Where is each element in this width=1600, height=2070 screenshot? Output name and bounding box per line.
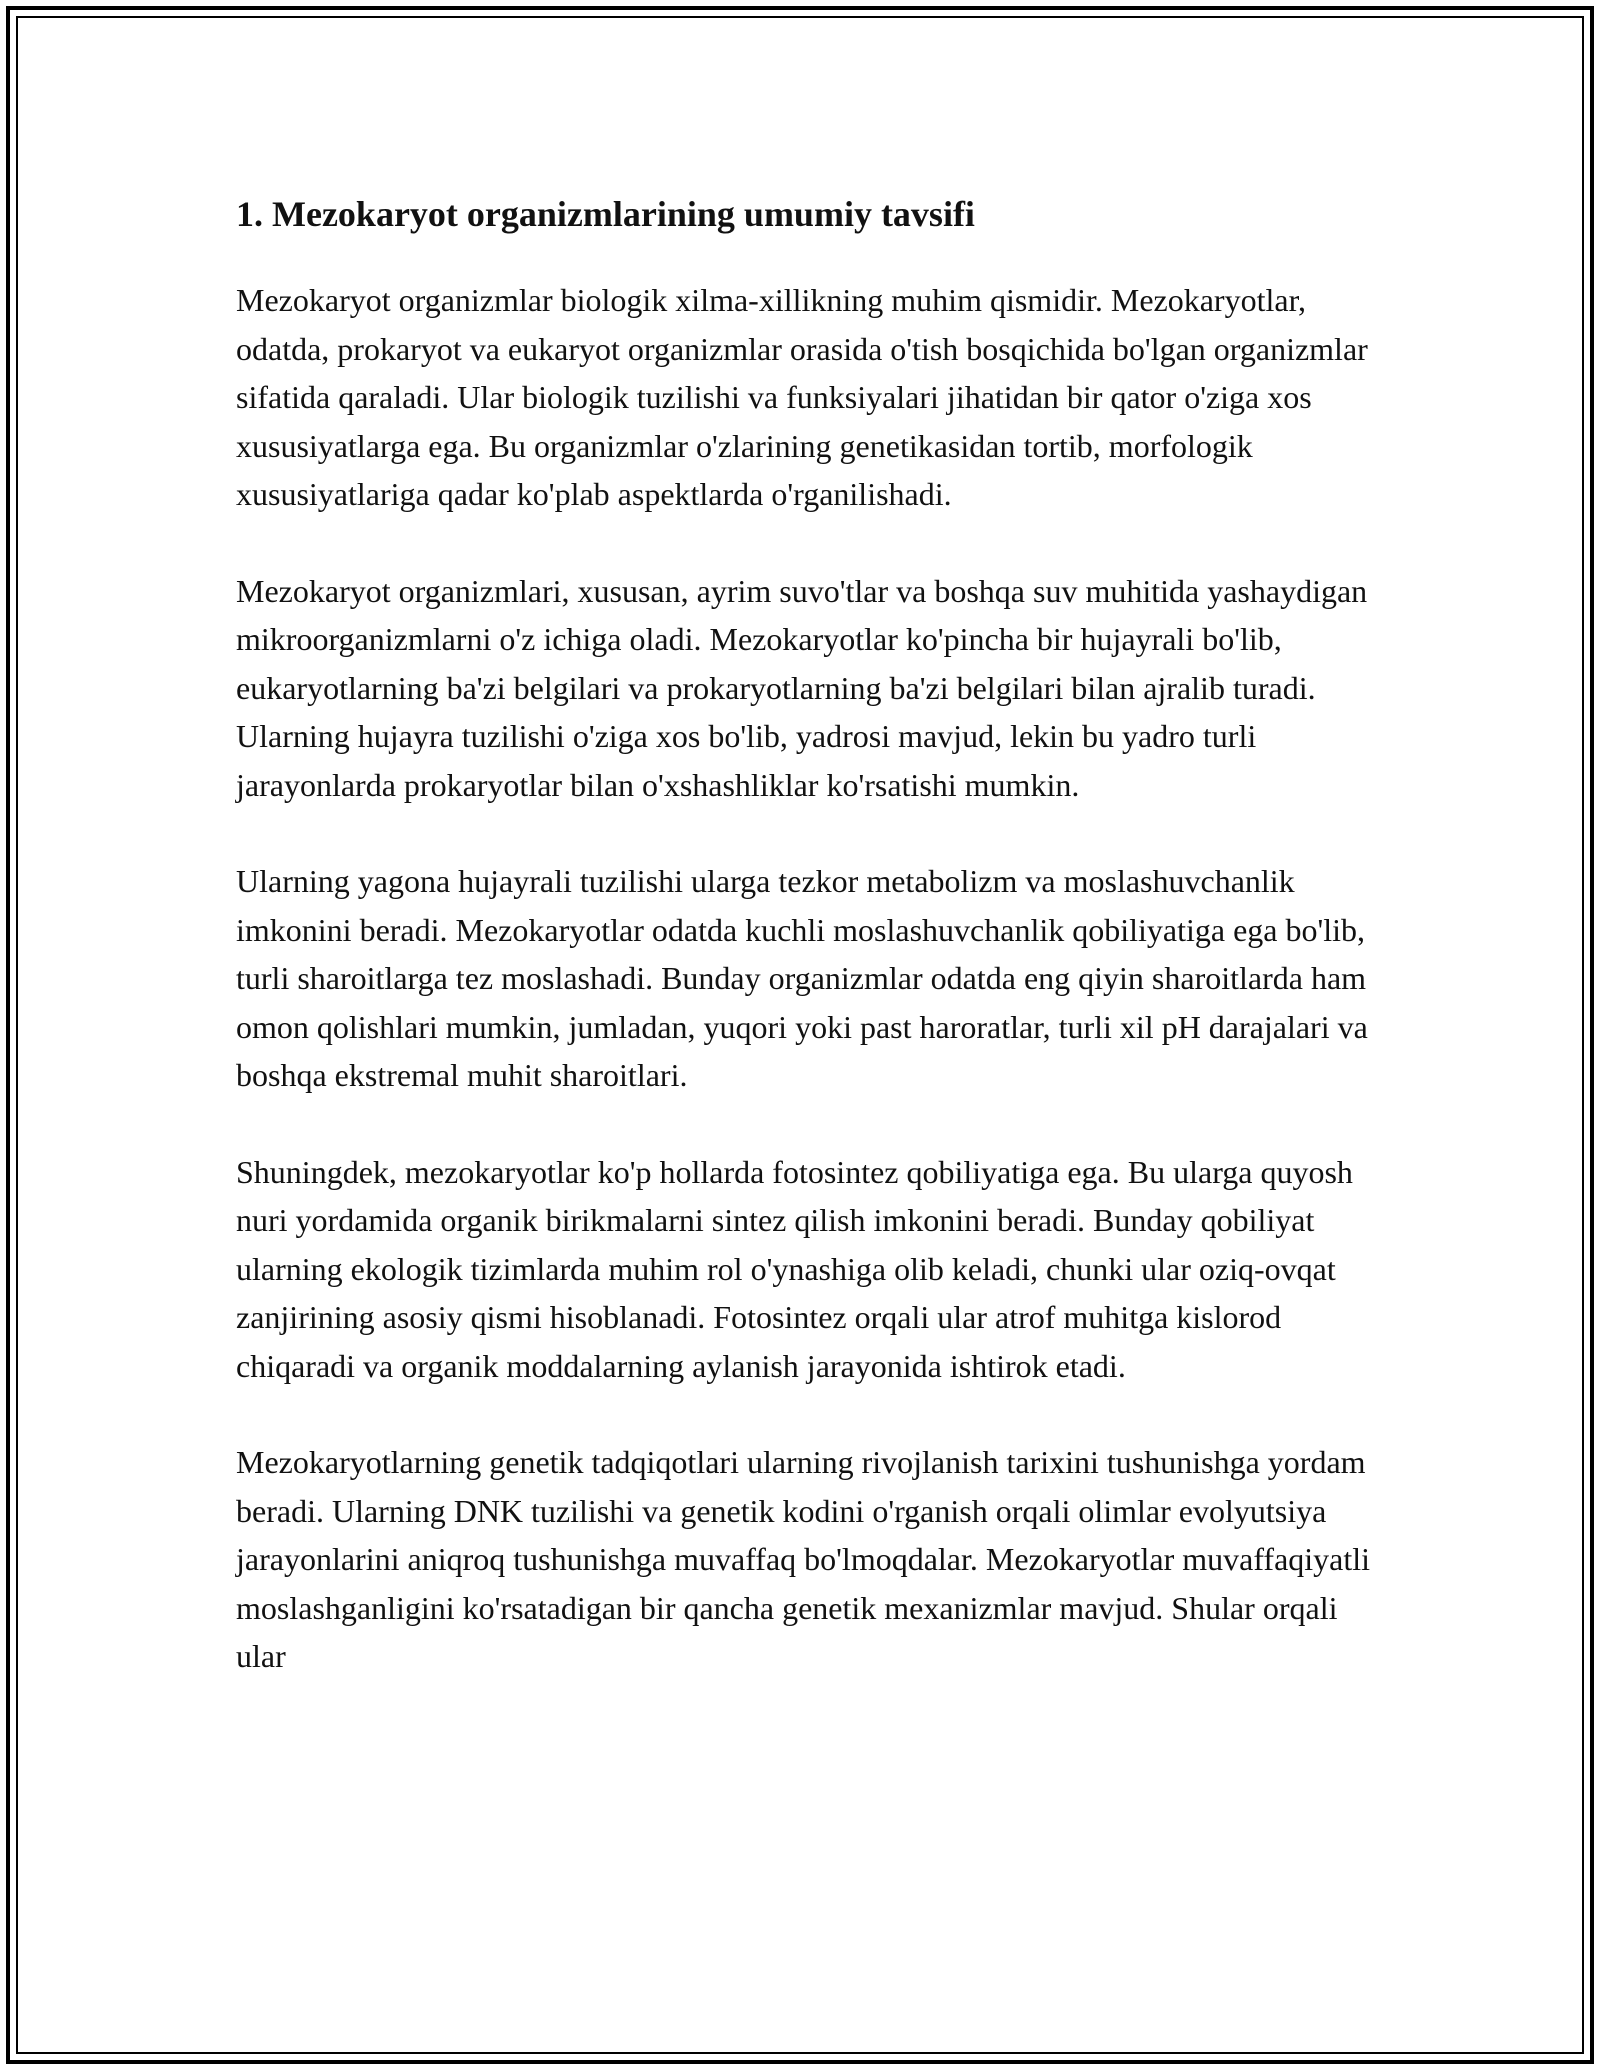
paragraph-1: Mezokaryot organizmlar biologik xilma-xillikning muhim qismidir. Mezokaryotlar, odatda, prokaryot va eukaryot organizmlar orasida o'tish bosqichida bo'lgan organizmlar sifatida qaraladi. Ular biologik tuzilishi va funksiyalari jihatidan bir qator o'ziga xos xususiyatlarga ega. Bu organizmlar o'zlarining genetikasidan tortib, morfologik xususiyatlariga qadar ko'plab aspektlarda o'rganilishadi. (236, 282, 1368, 512)
paragraph-3: Ularning yagona hujayrali tuzilishi ularga tezkor metabolizm va moslashuvchanlik imkonini beradi. Mezokaryotlar odatda kuchli moslashuvchanlik qobiliyatiga ega bo'lib, turli sharoitlarga tez moslashadi. Bunday organizmlar odatda eng qiyin sharoitlarda ham omon qolishlari mumkin, jumladan, yuqori yoki past haroratlar, turli xil pH darajalari va boshqa ekstremal muhit sharoitlari. (236, 863, 1368, 1093)
paragraph-4: Shuningdek, mezokaryotlar ko'p hollarda fotosintez qobiliyatiga ega. Bu ularga quyosh nuri yordamida organik birikmalarni sintez qilish imkonini beradi. Bunday qobiliyat ularning ekologik tizimlarda muhim rol o'ynashiga olib keladi, chunki ular oziq-ovqat zanjirining asosiy qismi hisoblanadi. Fotosintez orqali ular atrof muhitga kislorod chiqaradi va organik moddalarning aylanish jarayonida ishtirok etadi. (236, 1153, 1353, 1384)
paragraph-2: Mezokaryot organizmlari, xususan, ayrim suvo'tlar va boshqa suv muhitida yashaydigan mikroorganizmlarni o'z ichiga oladi. Mezokaryotlar ko'pincha bir hujayrali bo'lib, eukaryotlarning ba'zi belgilari va prokaryotlarning ba'zi belgilari bilan ajralib turadi. Ularning hujayra tuzilishi o'ziga xos bo'lib, yadrosi mavjud, lekin bu yadro turli jarayonlarda prokaryotlar bilan o'xshashliklar ko'rsatishi mumkin. (236, 572, 1368, 803)
section-heading: 1. Mezokaryot organizmlarining umumiy tavsifi (236, 194, 975, 234)
paragraph-5: Mezokaryotlarning genetik tadqiqotlari ularning rivojlanish tarixini tushunishga yordam beradi. Ularning DNK tuzilishi va genetik kodini o'rganish orqali olimlar evolyutsiya jarayonlarini aniqroq tushunishga muvaffaq bo'lmoqdalar. Mezokaryotlar muvaffaqiyatli moslashganligini ko'rsatadigan bir qancha genetik mexanizmlar mavjud. Shular orqali ular (236, 1444, 1371, 1674)
document-body (236, 184, 1376, 1681)
